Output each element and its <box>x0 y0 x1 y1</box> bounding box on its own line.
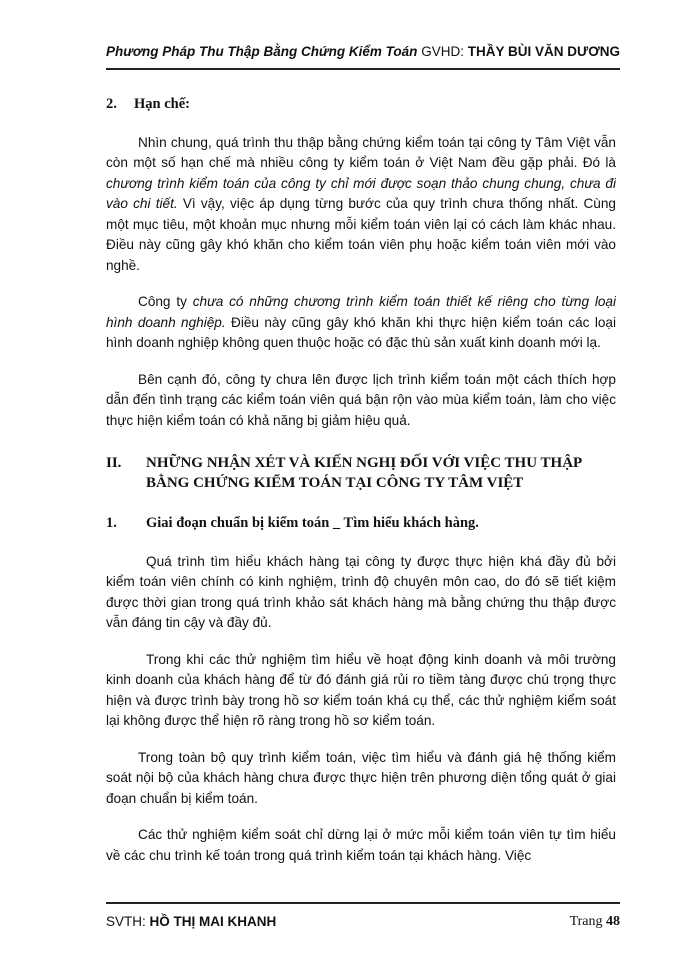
page-header <box>106 40 620 70</box>
paragraph-5: Trong khi các thử nghiệm tìm hiểu về hoạt động kinh doanh và môi trường kinh doanh của khách hàng để từ đó đánh giá rủi ro tiềm tàng được chú trọng thực hiện và được trình bày trong hồ sơ kiểm toán khá cụ thể, các thử nghiệm kiểm soát lại không được thể hiện rõ ràng trong hồ sơ kiểm toán. <box>106 651 616 728</box>
page-label: Trang <box>569 914 603 929</box>
student-name: HỒ THỊ MAI KHANH <box>149 914 277 929</box>
page-footer <box>106 902 620 929</box>
paragraph-3: Bên cạnh đó, công ty chưa lên được lịch trình kiểm toán một cách thích hợp dẫn đến tình trạng các kiểm toán viên quá bận rộn vào mùa kiểm toán, làm cho việc thực hiện kiểm toán có khả năng bị giảm hiệu quả. <box>106 371 616 428</box>
instructor-name: THẦY BÙI VĂN DƯƠNG <box>467 44 620 59</box>
section-title: Hạn chế: <box>134 96 190 112</box>
subsection-heading-1 <box>106 513 616 534</box>
paragraph-7: Các thử nghiệm kiểm soát chỉ dừng lại ở mức mỗi kiểm toán viên tự tìm hiểu về các chu trình kế toán trong quá trình kiểm toán tại khách hàng. Việc <box>106 827 616 863</box>
paragraph-2: Công ty chưa có những chương trình kiểm toán thiết kế riêng cho từng loại hình doanh nghiệp. Điều này cũng gây khó khăn khi thực hiện kiểm toán các loại hình doanh nghiệp không quen thuộc hoặc có đặc thù sản xuất kinh doanh mới lạ. <box>106 294 616 350</box>
paragraph-6: Trong toàn bộ quy trình kiểm toán, việc tìm hiểu và đánh giá hệ thống kiểm soát nội bộ của khách hàng chưa được thực hiện trên phương diện tổng quát ở giai đoạn chuẩn bị kiểm toán. <box>106 749 616 806</box>
section-heading-ii <box>106 453 616 493</box>
section-number: 2. <box>106 96 117 112</box>
student-label: SVTH: <box>106 914 146 929</box>
header-title: Phương Pháp Thu Thập Bằng Chứng Kiểm Toán <box>106 44 418 59</box>
italic-emphasis: chưa có những chương trình kiểm toán thiết kế riêng cho từng loại hình doanh nghiệp. <box>106 294 616 330</box>
instructor-label: GVHD: <box>421 44 464 59</box>
page-number: 48 <box>606 914 620 929</box>
paragraph-1: Nhìn chung, quá trình thu thập bằng chứng kiểm toán tại công ty Tâm Việt vẫn còn một số hạn chế mà nhiều công ty kiểm toán ở Việt Nam đều gặp phải. Đó là chương trình kiểm toán của công ty chỉ mới được soạn thảo chung chung, chưa đi vào chi tiết. Vì vậy, việc áp dụng từng bước của quy trình chưa thống nhất. Cùng một mục tiêu, một khoản mục nhưng mỗi kiểm toán viên lại có cách làm khác nhau. Điều này cũng gây khó khăn cho kiểm toán viên phụ hoặc kiểm toán viên mới vào nghề. <box>106 134 616 273</box>
subsection-number: 1. <box>106 515 117 531</box>
paragraph-4: Quá trình tìm hiểu khách hàng tại công ty được thực hiện khá đầy đủ bởi kiểm toán viên chính có kinh nghiệm, trình độ chuyên môn cao, do đó sẽ tiết kiệm được thời gian trong quá trình khảo sát khách hàng mà bằng chứng thu thập được vẫn đáng tin cậy và đầy đủ. <box>106 553 616 630</box>
section-number: II. <box>106 455 122 471</box>
page-indicator <box>570 914 620 930</box>
page-content <box>106 86 616 876</box>
subsection-title: Giai đoạn chuẩn bị kiểm toán _ Tìm hiểu khách hàng. <box>146 515 479 531</box>
italic-emphasis: chương trình kiểm toán của công ty chỉ mới được soạn thảo chung chung, chưa đi vào chi tiết. <box>106 175 616 211</box>
header-instructor <box>421 44 620 59</box>
section-heading-limits <box>106 94 616 115</box>
section-title: NHỮNG NHẬN XÉT VÀ KIẾN NGHỊ ĐỐI VỚI VIỆC THU THẬP BẰNG CHỨNG KIỂM TOÁN TẠI CÔNG TY TÂM VIỆT <box>146 455 582 491</box>
